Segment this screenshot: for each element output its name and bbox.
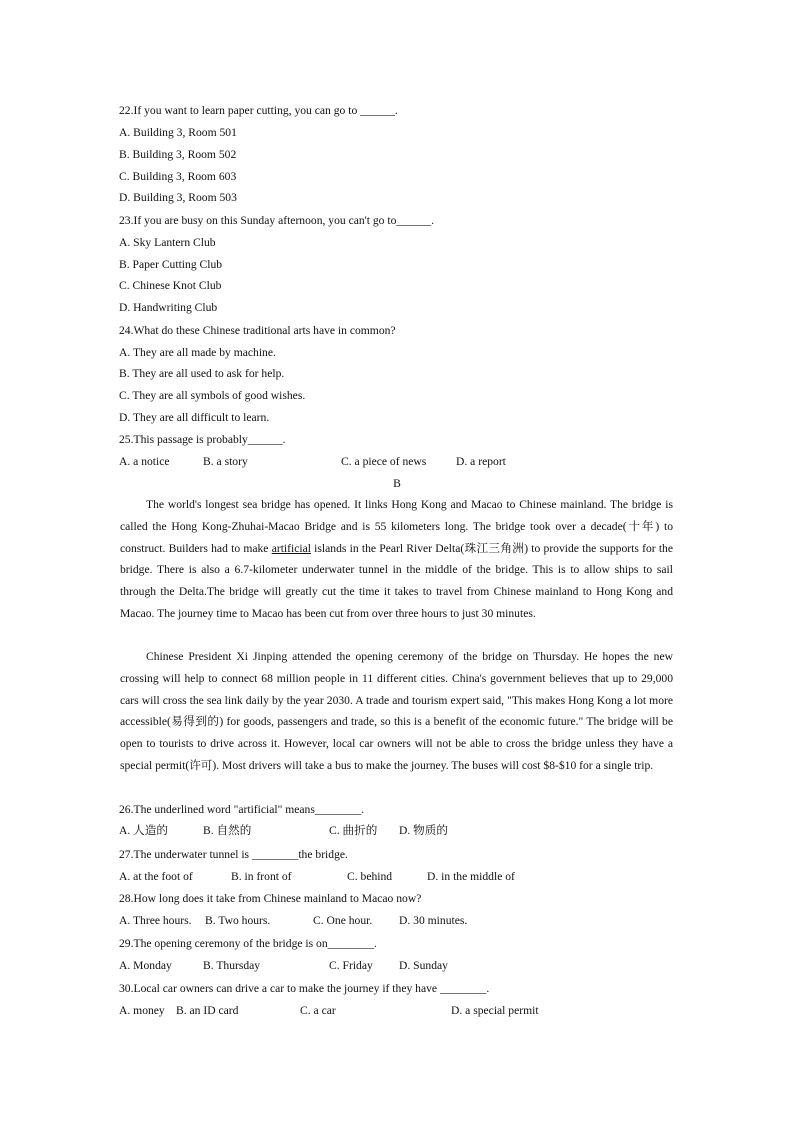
q30-option-a: A. money <box>119 1004 165 1017</box>
q22-option-d: D. Building 3, Room 503 <box>119 191 237 204</box>
p1-text-before: The world's longest sea bridge has opened. It links Hong Kong and Macao to Chinese mainland. The bridge is called the Hong Kong-Zhuhai-Macao Bridge and is 55 kilometers long. The bridge took over a decade(十年) to construct. Builders had to make <box>120 498 673 555</box>
q27-option-d: D. in the middle of <box>427 870 515 883</box>
q25-option-c: C. a piece of news <box>341 455 427 468</box>
question-29: 29.The opening ceremony of the bridge is on________. <box>119 937 377 950</box>
q29-option-b: B. Thursday <box>203 959 261 972</box>
q27-option-c: C. behind <box>347 870 393 883</box>
q24-option-a: A. They are all made by machine. <box>119 346 276 359</box>
q23-option-d: D. Handwriting Club <box>119 301 218 314</box>
passage-b-paragraph-1 <box>120 494 673 625</box>
question-23: 23.If you are busy on this Sunday afternoon, you can't go to______. <box>119 214 435 227</box>
question-22: 22.If you want to learn paper cutting, you can go to ______. <box>119 104 398 117</box>
q24-option-c: C. They are all symbols of good wishes. <box>119 389 306 402</box>
q29-option-c: C. Friday <box>329 959 373 972</box>
q25-option-b: B. a story <box>203 455 248 468</box>
q23-option-b: B. Paper Cutting Club <box>119 258 223 271</box>
q24-option-d: D. They are all difficult to learn. <box>119 411 270 424</box>
q25-option-a: A. a notice <box>119 455 170 468</box>
question-27: 27.The underwater tunnel is ________the bridge. <box>119 848 348 861</box>
q28-option-c: C. One hour. <box>313 914 373 927</box>
q30-option-b: B. an ID card <box>176 1004 239 1017</box>
q27-option-a: A. at the foot of <box>119 870 193 883</box>
section-b-label: B <box>393 477 401 490</box>
question-30: 30.Local car owners can drive a car to make the journey if they have ________. <box>119 982 490 995</box>
q28-option-b: B. Two hours. <box>205 914 271 927</box>
q29-option-a: A. Monday <box>119 959 172 972</box>
q25-option-d: D. a report <box>456 455 506 468</box>
q22-option-a: A. Building 3, Room 501 <box>119 126 237 139</box>
q22-option-b: B. Building 3, Room 502 <box>119 148 237 161</box>
q23-option-a: A. Sky Lantern Club <box>119 236 216 249</box>
q28-option-a: A. Three hours. <box>119 914 192 927</box>
question-28: 28.How long does it take from Chinese mainland to Macao now? <box>119 892 422 905</box>
q27-option-b: B. in front of <box>231 870 292 883</box>
q22-option-c: C. Building 3, Room 603 <box>119 170 237 183</box>
q26-option-c: C. 曲折的 <box>329 824 378 837</box>
q26-option-d: D. 物质的 <box>399 824 448 837</box>
q30-option-c: C. a car <box>300 1004 336 1017</box>
q24-option-b: B. They are all used to ask for help. <box>119 367 285 380</box>
underlined-word-artificial: artificial <box>271 541 311 555</box>
q29-option-d: D. Sunday <box>399 959 448 972</box>
passage-b-paragraph-2: Chinese President Xi Jinping attended the opening ceremony of the bridge on Thursday. He hopes the new crossing will help to connect 68 million people in 11 different cities. China's government believes that up to 29,000 cars will cross the sea link daily by the year 2030. A trade and tourism expert said, "This makes Hong Kong a lot more accessible(易得到的) for goods, passengers and trade, so this is a benefit of the economic future." The bridge will be open to tourists to drive across it. However, local car owners will not be able to cross the bridge unless they have a special permit(许可). Most drivers will take a bus to make the journey. The buses will cost $8-$10 for a single trip. <box>120 650 673 772</box>
q30-option-d: D. a special permit <box>451 1004 539 1017</box>
q23-option-c: C. Chinese Knot Club <box>119 279 222 292</box>
q26-option-b: B. 自然的 <box>203 824 252 837</box>
q26-option-a: A. 人造的 <box>119 824 168 837</box>
p1-text-after: islands in the Pearl River Delta(珠江三角洲) to provide the supports for the bridge. There is also a 6.7-kilometer underwater tunnel in the middle of the bridge. This is to allow ships to sail through the Delta.The bridge will greatly cut the time it takes to travel from Chinese mainland to Hong Kong and Macao. The journey time to Macao has been cut from over three hours to just 30 minutes. <box>120 541 673 620</box>
question-26: 26.The underlined word "artificial" means________. <box>119 803 365 816</box>
question-25: 25.This passage is probably______. <box>119 433 286 446</box>
q28-option-d: D. 30 minutes. <box>399 914 468 927</box>
question-24: 24.What do these Chinese traditional arts have in common? <box>119 324 396 337</box>
